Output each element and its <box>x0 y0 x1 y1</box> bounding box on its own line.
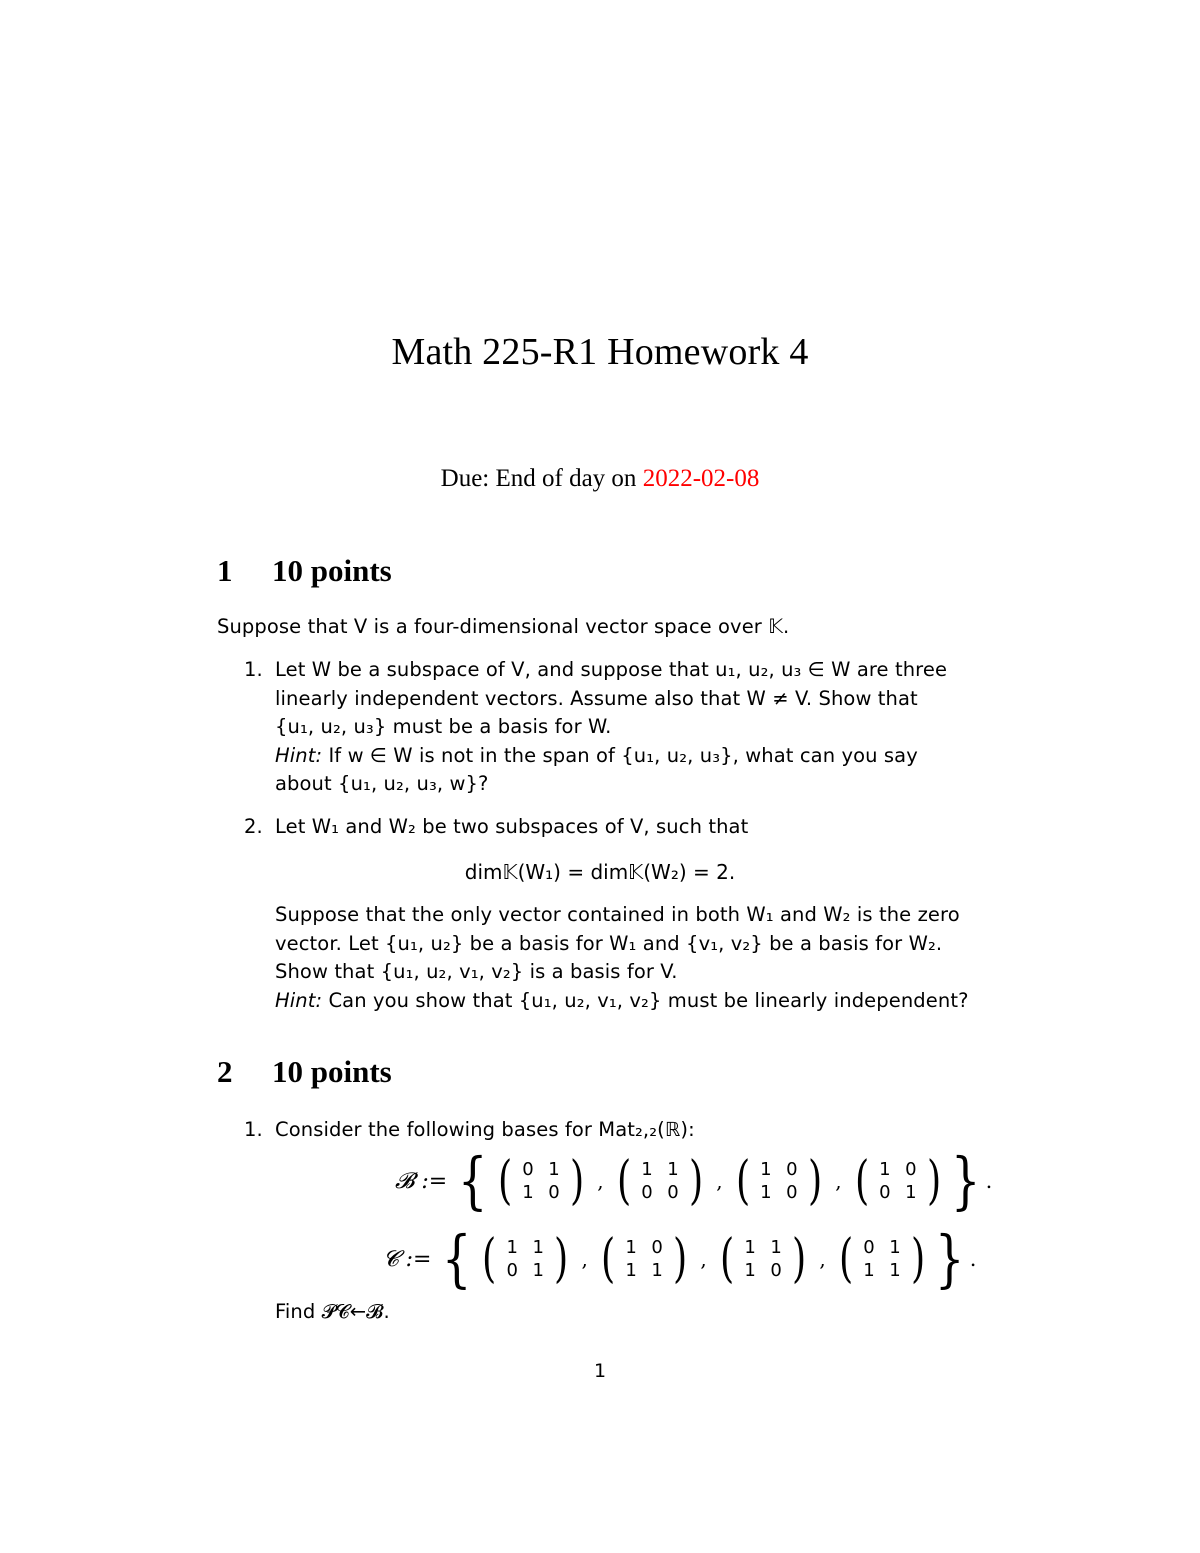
equation-end: . <box>969 1247 977 1271</box>
right-brace: } <box>951 1144 981 1217</box>
due-line <box>0 465 1200 493</box>
basis-b-equation: 𝓑 := { ( 0 1 1 0 ) , ( 1 1 0 0 ) , ( 1 0 1 0 ) , ( 1 0 0 1 ) } . <box>395 1144 993 1217</box>
due-date: 2022-02-08 <box>642 465 760 492</box>
equation-end: . <box>985 1169 993 1193</box>
hint-label: Hint: <box>275 988 323 1012</box>
matrix: ( 1 0 0 1 ) <box>854 1151 942 1211</box>
section-number: 1 <box>217 553 233 588</box>
section-number: 2 <box>217 1054 233 1089</box>
item-line: Show that {u₁, u₂, v₁, v₂} is a basis for V. <box>275 960 678 983</box>
item-line: Let W be a subspace of V, and suppose that u₁, u₂, u₃ ∈ W are three <box>275 658 948 681</box>
item-label: 1. <box>244 1118 263 1141</box>
section-2-heading <box>217 1054 392 1090</box>
item-line: Suppose that the only vector contained in both W₁ and W₂ is the zero <box>275 903 960 926</box>
item-line: Let W₁ and W₂ be two subspaces of V, such that <box>275 815 749 838</box>
right-brace: } <box>935 1222 965 1295</box>
basis-c-name: 𝓒 := <box>383 1246 432 1272</box>
s1-item-1 <box>244 656 984 799</box>
basis-b-name: 𝓑 := <box>395 1168 448 1194</box>
left-brace: { <box>442 1222 472 1295</box>
matrix: ( 1 1 0 0 ) <box>616 1151 704 1211</box>
item-line: {u₁, u₂, u₃} must be a basis for W. <box>275 715 612 738</box>
matrix: ( 1 1 0 1 ) <box>481 1229 569 1289</box>
hint-text: about {u₁, u₂, u₃, w}? <box>275 772 489 795</box>
section-title: 10 points <box>272 553 392 588</box>
basis-c-equation: 𝓒 := { ( 1 1 0 1 ) , ( 1 0 1 1 ) , ( 1 1 1 0 ) , ( 0 1 1 1 ) } . <box>383 1222 977 1295</box>
item-label: 1. <box>244 658 263 681</box>
item-line: Consider the following bases for Mat₂,₂(ℝ): <box>275 1118 695 1141</box>
s1-item-2 <box>244 813 984 842</box>
hint-label: Hint: <box>275 743 323 767</box>
hint-text: If w ∈ W is not in the span of {u₁, u₂, u₃}, what can you say <box>322 743 918 767</box>
find-transition-matrix: Find 𝓟𝓒←𝓑. <box>275 1300 390 1323</box>
matrix: ( 0 1 1 0 ) <box>497 1151 585 1211</box>
s2-item-1 <box>244 1116 984 1145</box>
matrix: ( 1 0 1 1 ) <box>600 1229 688 1289</box>
hint-text: Can you show that {u₁, u₂, v₁, v₂} must be linearly independent? <box>322 988 969 1012</box>
due-prefix: Due: End of day on <box>440 465 643 492</box>
section-title: 10 points <box>272 1054 392 1089</box>
item-line: linearly independent vectors. Assume also that W ≠ V. Show that <box>275 686 918 710</box>
matrix: ( 1 0 1 0 ) <box>735 1151 823 1211</box>
matrix: ( 1 1 1 0 ) <box>719 1229 807 1289</box>
s1-item-2-cont <box>244 901 984 1015</box>
section-1-intro: Suppose that V is a four-dimensional vector space over 𝕂. <box>217 615 790 638</box>
left-brace: { <box>458 1144 488 1217</box>
item-line: vector. Let {u₁, u₂} be a basis for W₁ and {v₁, v₂} be a basis for W₂. <box>275 931 943 955</box>
page-title: Math 225-R1 Homework 4 <box>391 331 809 373</box>
item-label: 2. <box>244 815 263 838</box>
page-number: 1 <box>593 1360 607 1382</box>
section-1-heading <box>217 553 392 589</box>
dimension-equation: dim𝕂(W₁) = dim𝕂(W₂) = 2. <box>464 860 736 884</box>
matrix: ( 0 1 1 1 ) <box>838 1229 926 1289</box>
